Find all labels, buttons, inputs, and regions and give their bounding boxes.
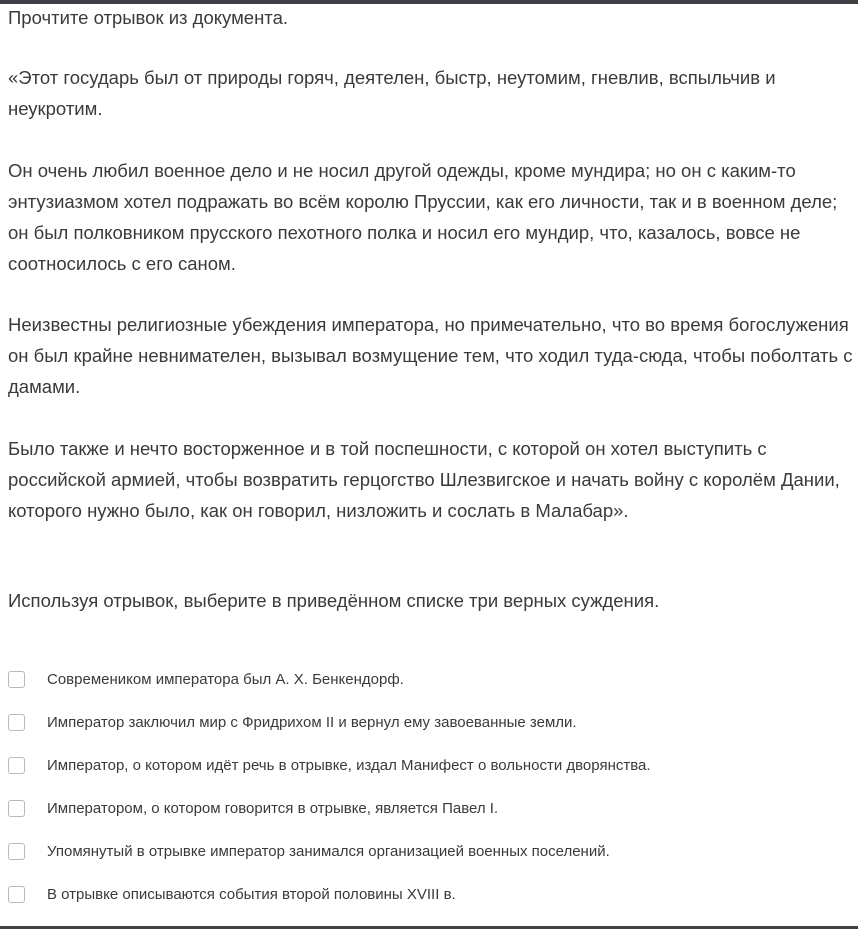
checkbox[interactable] bbox=[8, 671, 25, 688]
task-intro: Прочтите отрывок из документа. bbox=[8, 7, 288, 28]
answer-options-list bbox=[8, 658, 854, 916]
answer-option-5[interactable] bbox=[8, 830, 854, 873]
question-text: Используя отрывок, выберите в приведённом списке три верных суждения. bbox=[8, 590, 660, 611]
answer-option-label: Император заключил мир с Фридрихом II и вернул ему завоеванные земли. bbox=[47, 713, 577, 731]
checkbox[interactable] bbox=[8, 843, 25, 860]
checkbox[interactable] bbox=[8, 886, 25, 903]
answer-option-label: Императором, о котором говорится в отрывке, является Павел I. bbox=[47, 799, 499, 817]
checkbox[interactable] bbox=[8, 800, 25, 817]
checkbox[interactable] bbox=[8, 757, 25, 774]
answer-option-1[interactable] bbox=[8, 658, 854, 701]
passage-paragraph: Он очень любил военное дело и не носил другой одежды, кроме мундира; но он с каким-то энтузиазмом хотел подражать во всём королю Пруссии, как его личности, так и в военном деле; он был полковником прусского пехотного полка и носил его мундир, что, казалось, вовсе не соотносилось с его саном. bbox=[8, 160, 838, 274]
checkbox[interactable] bbox=[8, 714, 25, 731]
passage-paragraph: Неизвестны религиозные убеждения императора, но примечательно, что во время богослужения он был крайне невнимателен, вызывал возмущение тем, что ходил туда-сюда, чтобы поболтать с дамами. bbox=[8, 314, 853, 397]
document-passage bbox=[8, 62, 854, 526]
answer-option-2[interactable] bbox=[8, 701, 854, 744]
answer-option-label: Упомянутый в отрывке император занимался организацией военных поселений. bbox=[47, 842, 610, 860]
task-content bbox=[8, 0, 854, 916]
answer-option-label: Современиком императора был А. Х. Бенкендорф. bbox=[47, 670, 404, 688]
passage-paragraph: «Этот государь был от природы горяч, деятелен, быстр, неутомим, гневлив, вспыльчив и неукротим. bbox=[8, 67, 776, 119]
answer-option-6[interactable] bbox=[8, 873, 854, 916]
answer-option-label: Император, о котором идёт речь в отрывке, издал Манифест о вольности дворянства. bbox=[47, 756, 651, 774]
answer-option-4[interactable] bbox=[8, 787, 854, 830]
answer-option-label: В отрывке описываются события второй половины XVIII в. bbox=[47, 885, 456, 903]
passage-paragraph: Было также и нечто восторженное и в той поспешности, с которой он хотел выступить с российской армией, чтобы возвратить герцогство Шлезвигское и начать войну с королём Дании, которого нужно было, как он говорил, низложить и сослать в Малабар». bbox=[8, 438, 840, 521]
answer-option-3[interactable] bbox=[8, 744, 854, 787]
